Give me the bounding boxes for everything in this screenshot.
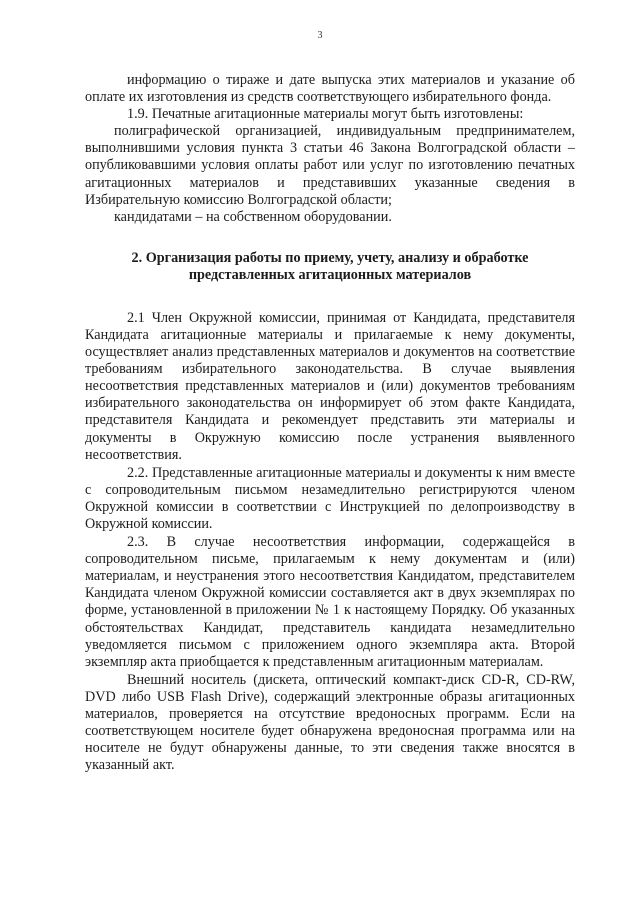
page-number: 3 — [317, 30, 323, 41]
clause-1-9-item-b: кандидатами – на собственном оборудовании. — [114, 208, 392, 225]
clause-1-9-item-a: полиграфической организацией, индивидуальным предпринимателем, выполнившими условия пункта 3 статьи 46 Закона Волгоградской области – опубликовавшими условия оплаты работ или услуг по изготовлению печатных агитационных материалов и представивших указанные сведения в Избирательную комиссию Волгоградской области; — [85, 123, 575, 208]
intro-paragraph: информацию о тираже и дате выпуска этих материалов и указание об оплате их изготовления из средств соответствующего избирательного фонда. — [85, 72, 575, 106]
clause-1-9-heading: 1.9. Печатные агитационные материалы могут быть изготовлены: — [127, 106, 524, 123]
clause-2-3: 2.3. В случае несоответствия информации, содержащейся в сопроводительном письме, прилагаемым к нему документам и (или) материалам, и неустранения этого несоответствия Кандидатом, представителем Кандидата членом Окружной комиссии составляется акт в двух экземплярах по форме, установленной в приложении № 1 к настоящему Порядку. Об указанных обстоятельствах Кандидат, представитель кандидата незамедлительно уведомляется письмом с приложением одного экземпляра акта. Второй экземпляр акта приобщается к представленным агитационным материалам. — [85, 534, 575, 670]
clause-2-2: 2.2. Представленные агитационные материалы и документы к ним вместе с сопроводительным письмом незамедлительно регистрируются членом Окружной комиссии в соответствии с Инструкцией по делопроизводству в Окружной комиссии. — [85, 464, 575, 532]
section-2-title: 2. Организация работы по приему, учету, анализу и обработке представленных агитационных материалов — [131, 249, 529, 283]
clause-2-1: 2.1 Член Окружной комиссии, принимая от Кандидата, представителя Кандидата агитационные материалы и прилагаемые к нему документы, осуществляет анализ представленных материалов и документов на соответствие требованиям избирательного законодательства. В случае выявления несоответствия представленных материалов и (или) документов требованиям избирательного законодательства он информирует об этом факте Кандидата, представителя Кандидата и рекомендует представить эти материалы и документы в Окружную комиссию после устранения выявленного несоответствия. — [85, 309, 575, 463]
external-media-paragraph: Внешний носитель (дискета, оптический компакт-диск CD-R, CD-RW, DVD либо USB Flash Drive), содержащий электронные образы агитационных материалов, проверяется на отсутствие вредоносных программ. Если на соответствующем носителе будет обнаружена вредоносная программа или на носителе не будут обнаружены данные, то эти сведения также вносятся в указанный акт. — [85, 671, 575, 774]
document-body — [85, 72, 575, 774]
